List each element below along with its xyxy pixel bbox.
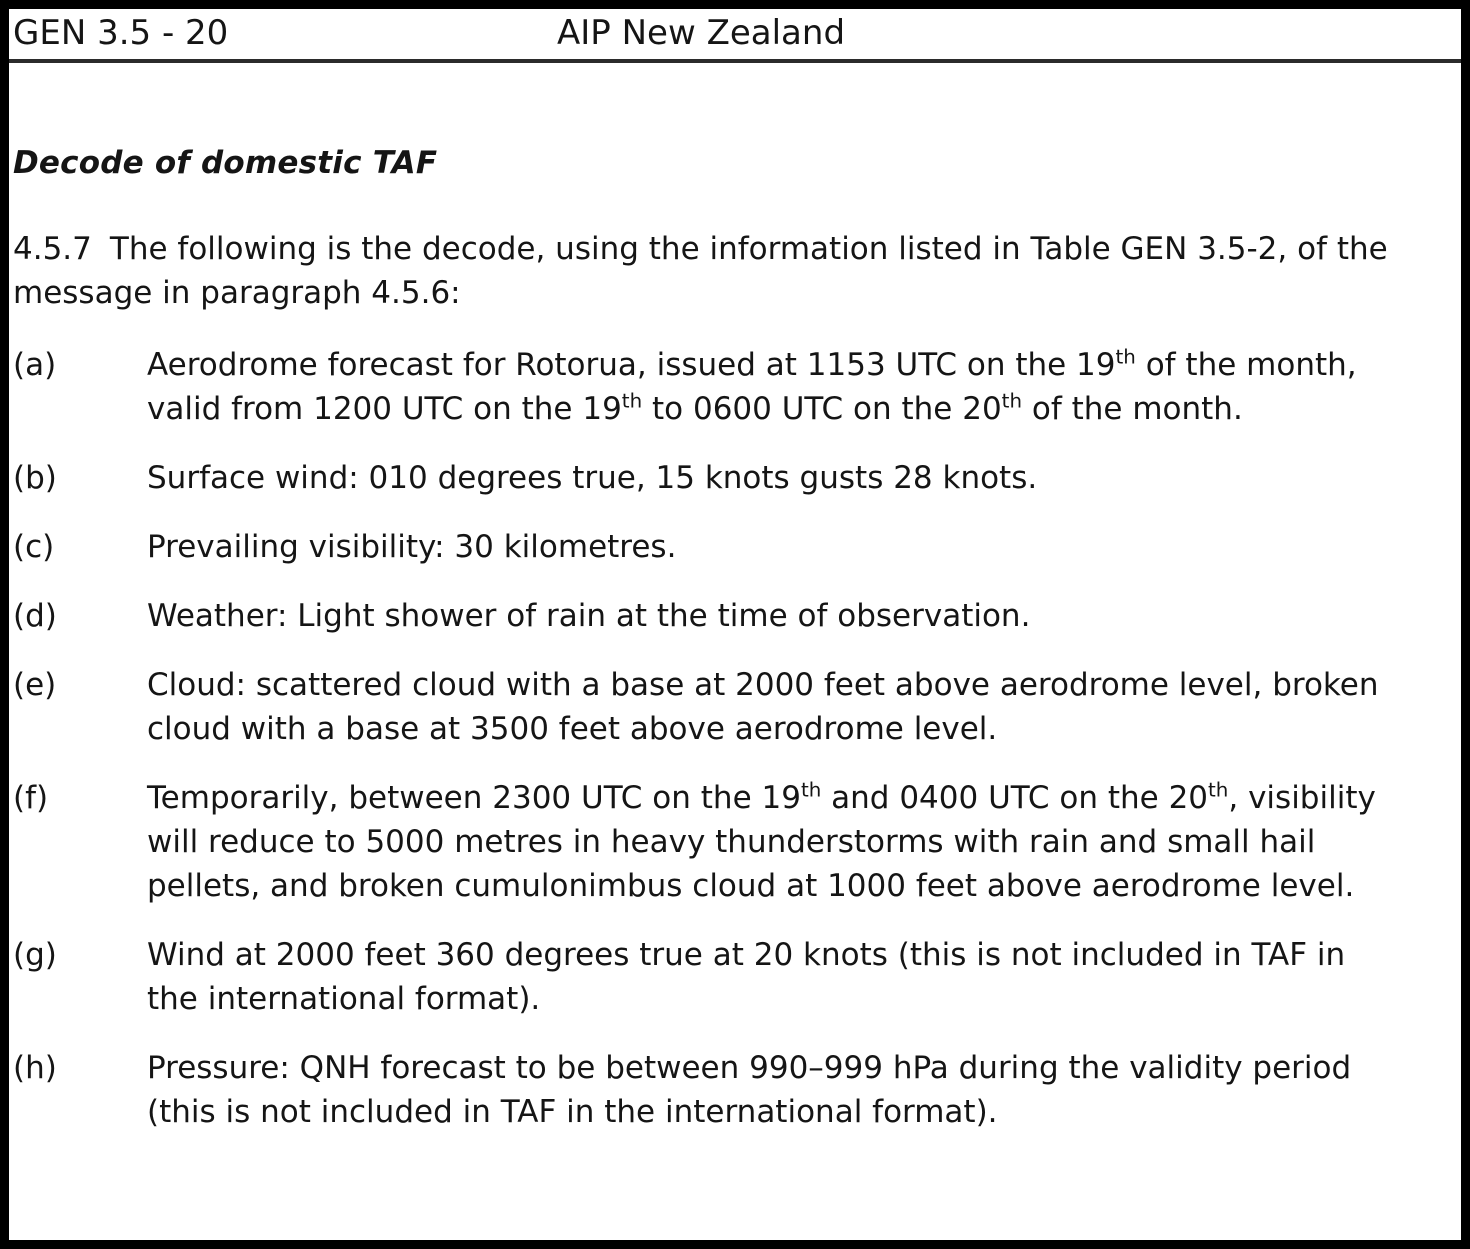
item-label: (f) (13, 780, 49, 816)
item-text: Surface wind: 010 degrees true, 15 knots gusts 28 knots. (147, 460, 1038, 496)
decode-item-list (13, 343, 1461, 1134)
item-text: Wind at 2000 feet 360 degrees true at 20 knots (this is not included in TAF in the international format). (147, 937, 1346, 1017)
decode-item-a (13, 343, 1461, 431)
decode-item-b (13, 456, 1461, 500)
publication-title: AIP New Zealand (557, 13, 846, 53)
item-label: (h) (13, 1050, 57, 1086)
item-text: Weather: Light shower of rain at the time of observation. (147, 598, 1031, 634)
item-text: Cloud: scattered cloud with a base at 2000 feet above aerodrome level, broken cloud with a base at 3500 feet above aerodrome level. (147, 667, 1379, 747)
item-label: (b) (13, 460, 57, 496)
item-text: Pressure: QNH forecast to be between 990–999 hPa during the validity period (this is not included in TAF in the international format). (147, 1050, 1352, 1130)
decode-item-f (13, 776, 1461, 908)
item-label: (e) (13, 667, 57, 703)
page-header (9, 9, 1461, 63)
item-label: (g) (13, 937, 57, 973)
decode-item-h (13, 1046, 1461, 1134)
intro-paragraph (13, 227, 1415, 315)
item-text: Temporarily, between 2300 UTC on the 19th and 0400 UTC on the 20th, visibility will reduce to 5000 metres in heavy thunderstorms with rain and small hail pellets, and broken cumulonimbus cloud at 1000 feet above aerodrome level. (147, 778, 1376, 904)
decode-item-e (13, 663, 1461, 751)
decode-item-c (13, 525, 1461, 569)
paragraph-number: 4.5.7 (13, 231, 92, 267)
page-reference: GEN 3.5 - 20 (13, 13, 229, 53)
item-label: (c) (13, 529, 55, 565)
item-text: Prevailing visibility: 30 kilometres. (147, 529, 677, 565)
item-label: (d) (13, 598, 57, 634)
intro-text: The following is the decode, using the information listed in Table GEN 3.5-2, of the message in paragraph 4.5.6: (13, 231, 1388, 311)
decode-item-d (13, 594, 1461, 638)
section-heading: Decode of domestic TAF (13, 145, 438, 181)
decode-item-g (13, 933, 1461, 1021)
item-text: Aerodrome forecast for Rotorua, issued at 1153 UTC on the 19th of the month, valid from 1200 UTC on the 19th to 0600 UTC on the 20th of the month. (147, 345, 1357, 427)
item-label: (a) (13, 347, 57, 383)
